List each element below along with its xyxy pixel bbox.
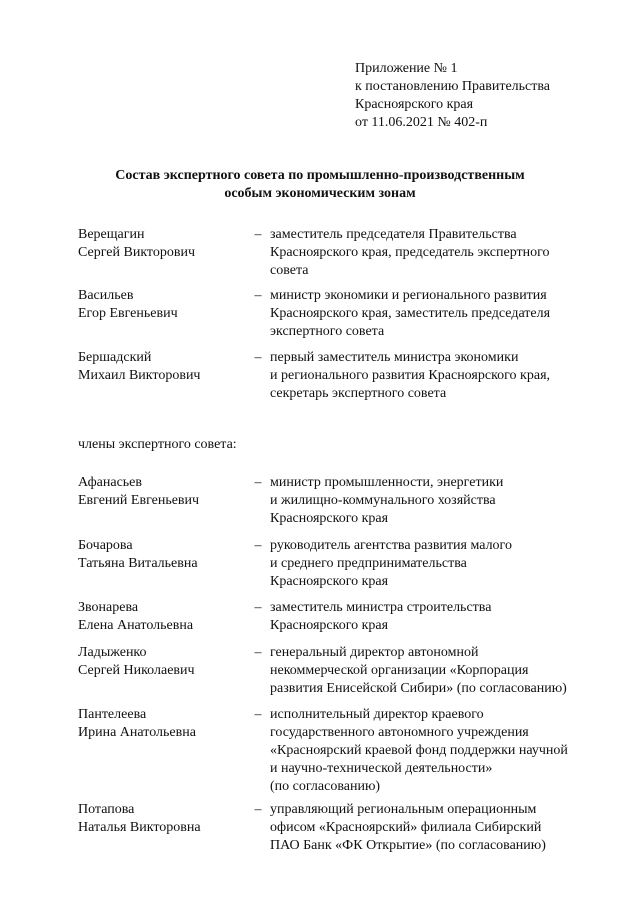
surname: Васильев bbox=[78, 288, 134, 303]
role-line: и регионального развития Красноярского края, bbox=[270, 368, 551, 383]
given-names: Сергей Викторович bbox=[78, 245, 196, 260]
person-name bbox=[78, 226, 248, 262]
surname: Афанасьев bbox=[78, 475, 142, 490]
role-line: Красноярского края bbox=[270, 574, 389, 589]
given-names: Евгений Евгеньевич bbox=[78, 493, 200, 508]
person-role bbox=[270, 226, 620, 280]
person-name bbox=[78, 537, 248, 573]
role-line: совета bbox=[270, 263, 309, 278]
title-line: особым экономическим зонам bbox=[224, 186, 416, 201]
role-line: некоммерческой организации «Корпорация bbox=[270, 663, 529, 678]
given-names: Егор Евгеньевич bbox=[78, 306, 178, 321]
surname: Пантелеева bbox=[78, 707, 147, 722]
dash-separator: – bbox=[254, 288, 262, 303]
role-line: «Красноярский краевой фонд поддержки научной bbox=[270, 743, 568, 758]
role-line: министр экономики и регионального развития bbox=[270, 288, 547, 303]
given-names: Татьяна Витальевна bbox=[78, 556, 198, 571]
role-line: министр промышленности, энергетики bbox=[270, 475, 504, 490]
person-name bbox=[78, 706, 248, 742]
surname: Ладыженко bbox=[78, 645, 147, 660]
role-line: и научно-технической деятельности» bbox=[270, 761, 493, 776]
appendix-line: Приложение № 1 bbox=[355, 61, 458, 76]
person-role bbox=[270, 287, 620, 341]
dash-separator: – bbox=[254, 538, 262, 553]
surname: Потапова bbox=[78, 802, 135, 817]
person-name bbox=[78, 474, 248, 510]
given-names: Елена Анатольевна bbox=[78, 618, 194, 633]
person-name bbox=[78, 349, 248, 385]
role-line: генеральный директор автономной bbox=[270, 645, 479, 660]
person-name bbox=[78, 287, 248, 323]
surname: Бершадский bbox=[78, 350, 152, 365]
members-label: члены экспертного совета: bbox=[78, 437, 237, 452]
given-names: Ирина Анатольевна bbox=[78, 725, 196, 740]
dash-separator: – bbox=[254, 475, 262, 490]
given-names: Михаил Викторович bbox=[78, 368, 201, 383]
person-role bbox=[270, 644, 620, 698]
person-name bbox=[78, 599, 248, 635]
dash-separator: – bbox=[254, 707, 262, 722]
person-name bbox=[78, 644, 248, 680]
dash-separator: – bbox=[254, 350, 262, 365]
role-line: первый заместитель министра экономики bbox=[270, 350, 519, 365]
role-line: заместитель министра строительства bbox=[270, 600, 492, 615]
person-role bbox=[270, 599, 620, 635]
appendix-line: от 11.06.2021 № 402-п bbox=[355, 115, 488, 130]
role-line: и жилищно-коммунального хозяйства bbox=[270, 493, 496, 508]
person-name bbox=[78, 801, 248, 837]
surname: Звонарева bbox=[78, 600, 139, 615]
surname: Верещагин bbox=[78, 227, 145, 242]
dash-separator: – bbox=[254, 227, 262, 242]
person-role bbox=[270, 474, 620, 528]
role-line: офисом «Красноярский» филиала Сибирский bbox=[270, 820, 542, 835]
appendix-line: к постановлению Правительства bbox=[355, 79, 551, 94]
role-line: развития Енисейской Сибири» (по согласованию) bbox=[270, 681, 567, 696]
role-line: секретарь экспертного совета bbox=[270, 386, 447, 401]
surname: Бочарова bbox=[78, 538, 133, 553]
role-line: исполнительный директор краевого bbox=[270, 707, 484, 722]
dash-separator: – bbox=[254, 600, 262, 615]
document-title bbox=[60, 167, 580, 203]
appendix-header bbox=[355, 60, 625, 132]
given-names: Наталья Викторовна bbox=[78, 820, 201, 835]
role-line: управляющий региональным операционным bbox=[270, 802, 537, 817]
title-line: Состав экспертного совета по промышленно-производственным bbox=[115, 168, 525, 183]
dash-separator: – bbox=[254, 802, 262, 817]
given-names: Сергей Николаевич bbox=[78, 663, 195, 678]
role-line: Красноярского края, председатель экспертного bbox=[270, 245, 550, 260]
role-line: руководитель агентства развития малого bbox=[270, 538, 512, 553]
role-line: государственного автономного учреждения bbox=[270, 725, 529, 740]
role-line: экспертного совета bbox=[270, 324, 385, 339]
role-line: ПАО Банк «ФК Открытие» (по согласованию) bbox=[270, 838, 546, 853]
role-line: Красноярского края, заместитель председателя bbox=[270, 306, 551, 321]
person-role bbox=[270, 801, 620, 855]
person-role bbox=[270, 706, 620, 796]
person-role bbox=[270, 537, 620, 591]
role-line: (по согласованию) bbox=[270, 779, 381, 794]
role-line: заместитель председателя Правительства bbox=[270, 227, 517, 242]
appendix-line: Красноярского края bbox=[355, 97, 474, 112]
role-line: Красноярского края bbox=[270, 511, 389, 526]
role-line: Красноярского края bbox=[270, 618, 389, 633]
dash-separator: – bbox=[254, 645, 262, 660]
person-role bbox=[270, 349, 620, 403]
role-line: и среднего предпринимательства bbox=[270, 556, 467, 571]
